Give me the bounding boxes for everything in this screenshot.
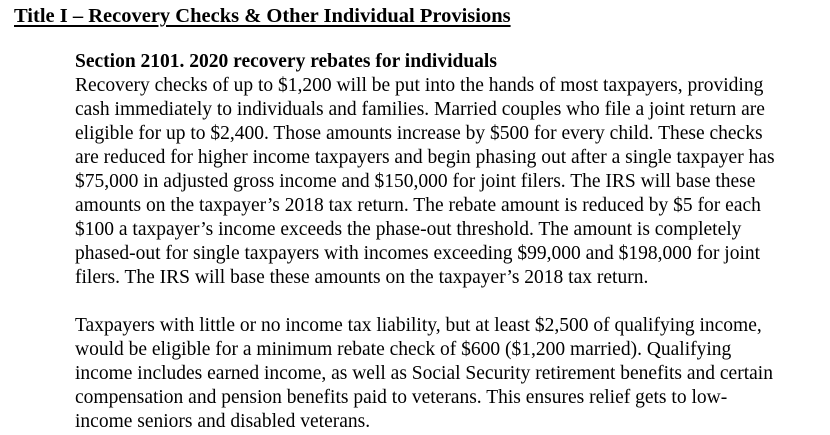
paragraph-line: are reduced for higher income taxpayers and begin phasing out after a single taxpayer has	[75, 147, 775, 168]
section-2101	[75, 50, 820, 434]
document-title: Title I – Recovery Checks & Other Individual Provisions	[14, 5, 511, 27]
paragraph-line: filers. The IRS will base these amounts on the taxpayer’s 2018 tax return.	[75, 267, 649, 288]
paragraph-line: eligible for up to $2,400. Those amounts increase by $500 for every child. These checks	[75, 123, 763, 144]
paragraph-line: cash immediately to individuals and families. Married couples who file a joint return are	[75, 99, 765, 120]
paragraph-line: income seniors and disabled veterans.	[75, 411, 371, 432]
paragraph-line: Taxpayers with little or no income tax liability, but at least $2,500 of qualifying income,	[75, 315, 762, 336]
paragraph-minimum-rebate	[75, 314, 820, 434]
paragraph-line: $75,000 in adjusted gross income and $150,000 for joint filers. The IRS will base these	[75, 171, 756, 192]
paragraph-line: Recovery checks of up to $1,200 will be put into the hands of most taxpayers, providing	[75, 75, 764, 96]
paragraph-line: income includes earned income, as well as Social Security retirement benefits and certain	[75, 363, 773, 384]
paragraph-line: would be eligible for a minimum rebate check of $600 ($1,200 married). Qualifying	[75, 339, 732, 360]
paragraph-line: phased-out for single taxpayers with incomes exceeding $99,000 and $198,000 for joint	[75, 243, 761, 264]
paragraph-line: compensation and pension benefits paid to veterans. This ensures relief gets to low-	[75, 387, 728, 408]
section-heading: Section 2101. 2020 recovery rebates for individuals	[75, 51, 497, 72]
paragraph-recovery-checks	[75, 74, 820, 290]
paragraph-line: amounts on the taxpayer’s 2018 tax return. The rebate amount is reduced by $5 for each	[75, 195, 761, 216]
paragraph-line: $100 a taxpayer’s income exceeds the phase-out threshold. The amount is completely	[75, 219, 742, 240]
